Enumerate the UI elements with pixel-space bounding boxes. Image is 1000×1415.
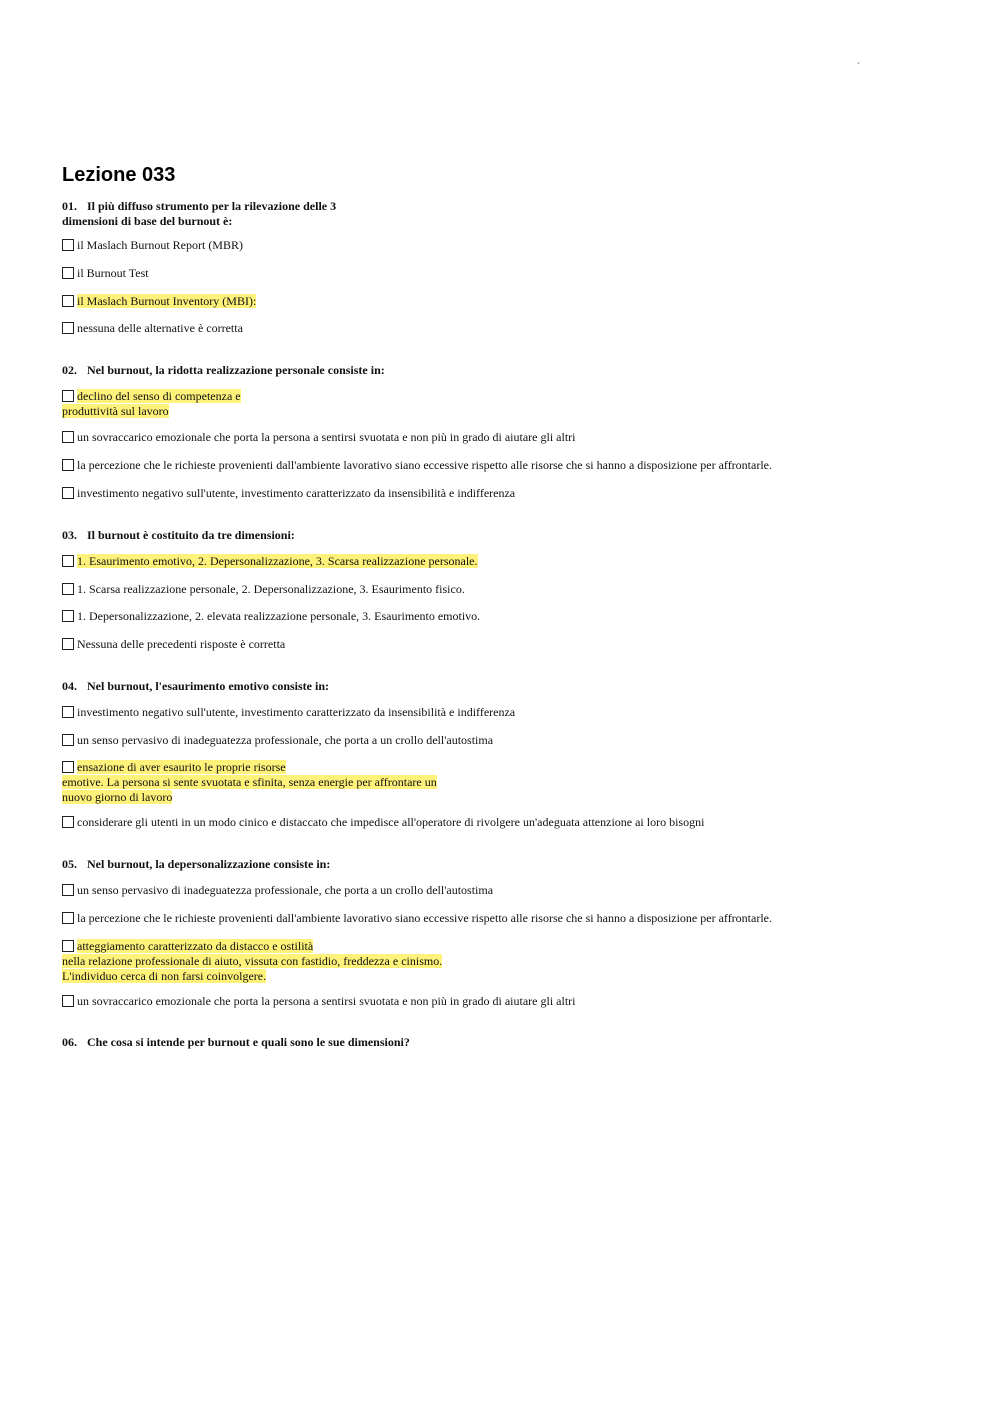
answer-option[interactable] [62, 883, 493, 898]
answer-option[interactable] [62, 458, 772, 473]
answer-text: 1. Scarsa realizzazione personale, 2. Depersonalizzazione, 3. Esaurimento fisico. [77, 582, 465, 596]
answer-checkbox[interactable] [62, 322, 74, 334]
answer-text: un senso pervasivo di inadeguatezza professionale, che porta a un crollo dell'autostima [77, 733, 494, 747]
lesson-title: Lezione 033 [62, 164, 176, 186]
answer-checkbox[interactable] [62, 610, 74, 622]
answer-option[interactable] [62, 430, 576, 445]
question-06 [62, 1035, 410, 1050]
question-text: Il burnout è costituito da tre dimensioni: [87, 528, 295, 542]
answer-text-highlighted: L'individuo cerca di non farsi coinvolgere. [62, 969, 267, 983]
question-05 [62, 857, 330, 872]
question-text: Il più diffuso strumento per la rilevazione delle 3 [87, 199, 337, 213]
answer-option[interactable] [62, 321, 243, 336]
answer-option[interactable] [62, 637, 285, 652]
answer-option[interactable] [62, 609, 480, 624]
answer-checkbox[interactable] [62, 884, 74, 896]
question-text: Che cosa si intende per burnout e quali sono le sue dimensioni? [87, 1035, 410, 1049]
answer-text-highlighted: nuovo giorno di lavoro [62, 790, 173, 804]
question-number: 04. [62, 679, 77, 693]
question-03 [62, 528, 295, 543]
answer-option-correct[interactable] [62, 760, 437, 805]
question-number: 03. [62, 528, 77, 542]
answer-option[interactable] [62, 238, 243, 253]
question-number: 05. [62, 857, 77, 871]
answer-option[interactable] [62, 705, 515, 720]
answer-text: considerare gli utenti in un modo cinico e distaccato che impedisce all'operatore di rivolgere un'adeguata attenzione ai loro bisogni [77, 815, 705, 829]
answer-option-correct[interactable] [62, 554, 478, 569]
answer-text: un senso pervasivo di inadeguatezza professionale, che porta a un crollo dell'autostima [77, 883, 494, 897]
question-text: dimensioni di base del burnout è: [62, 214, 233, 228]
answer-text: Nessuna delle precedenti risposte è corretta [77, 637, 286, 651]
answer-text-highlighted: emotive. La persona si sente svuotata e sfinita, senza energie per affrontare un [62, 775, 437, 789]
question-text: Nel burnout, la ridotta realizzazione personale consiste in: [87, 363, 385, 377]
answer-checkbox[interactable] [62, 239, 74, 251]
answer-text: la percezione che le richieste provenienti dall'ambiente lavorativo siano eccessive rispetto alle risorse che si hanno a disposizione per affrontarle. [77, 911, 772, 925]
question-number: 06. [62, 1035, 77, 1049]
answer-text: un sovraccarico emozionale che porta la persona a sentirsi svuotata e non più in grado di aiutare gli altri [77, 430, 576, 444]
answer-checkbox[interactable] [62, 761, 74, 773]
answer-text: investimento negativo sull'utente, investimento caratterizzato da insensibilità e indifferenza [77, 705, 516, 719]
answer-text: nessuna delle alternative è corretta [77, 321, 243, 335]
answer-text-highlighted: declino del senso di competenza e [77, 389, 241, 403]
answer-option-correct[interactable] [62, 294, 256, 309]
answer-text-highlighted: produttività sul lavoro [62, 404, 169, 418]
answer-option[interactable] [62, 733, 493, 748]
corner-mark: ´ [857, 62, 861, 73]
answer-option[interactable] [62, 582, 465, 597]
answer-checkbox[interactable] [62, 390, 74, 402]
answer-text: un sovraccarico emozionale che porta la persona a sentirsi svuotata e non più in grado di aiutare gli altri [77, 994, 576, 1008]
answer-checkbox[interactable] [62, 816, 74, 828]
answer-option[interactable] [62, 994, 576, 1009]
answer-checkbox[interactable] [62, 555, 74, 567]
answer-checkbox[interactable] [62, 431, 74, 443]
question-01 [62, 199, 336, 229]
answer-text: il Maslach Burnout Report (MBR) [77, 238, 243, 252]
answer-text-highlighted: il Maslach Burnout Inventory (MBI): [77, 294, 257, 308]
question-text: Nel burnout, l'esaurimento emotivo consiste in: [87, 679, 329, 693]
answer-option[interactable] [62, 266, 149, 281]
answer-text: il Burnout Test [77, 266, 149, 280]
answer-option-correct[interactable] [62, 389, 241, 419]
answer-checkbox[interactable] [62, 638, 74, 650]
question-number: 01. [62, 199, 77, 213]
answer-checkbox[interactable] [62, 267, 74, 279]
answer-option-correct[interactable] [62, 939, 442, 984]
answer-text-highlighted: 1. Esaurimento emotivo, 2. Depersonalizzazione, 3. Scarsa realizzazione personale. [77, 554, 478, 568]
answer-checkbox[interactable] [62, 583, 74, 595]
answer-checkbox[interactable] [62, 995, 74, 1007]
answer-checkbox[interactable] [62, 734, 74, 746]
question-04 [62, 679, 329, 694]
question-02 [62, 363, 385, 378]
question-number: 02. [62, 363, 77, 377]
answer-text: 1. Depersonalizzazione, 2. elevata realizzazione personale, 3. Esaurimento emotivo. [77, 609, 481, 623]
answer-checkbox[interactable] [62, 459, 74, 471]
answer-text: investimento negativo sull'utente, investimento caratterizzato da insensibilità e indifferenza [77, 486, 516, 500]
answer-option[interactable] [62, 911, 772, 926]
answer-checkbox[interactable] [62, 940, 74, 952]
question-text: Nel burnout, la depersonalizzazione consiste in: [87, 857, 331, 871]
answer-checkbox[interactable] [62, 295, 74, 307]
answer-text-highlighted: atteggiamento caratterizzato da distacco e ostilità [77, 939, 314, 953]
answer-option[interactable] [62, 486, 515, 501]
answer-text-highlighted: nella relazione professionale di aiuto, vissuta con fastidio, freddezza e cinismo. [62, 954, 443, 968]
answer-option[interactable] [62, 815, 704, 830]
answer-text: la percezione che le richieste provenienti dall'ambiente lavorativo siano eccessive rispetto alle risorse che si hanno a disposizione per affrontarle. [77, 458, 772, 472]
answer-text-highlighted: ensazione di aver esaurito le proprie risorse [77, 760, 286, 774]
answer-checkbox[interactable] [62, 706, 74, 718]
answer-checkbox[interactable] [62, 912, 74, 924]
answer-checkbox[interactable] [62, 487, 74, 499]
